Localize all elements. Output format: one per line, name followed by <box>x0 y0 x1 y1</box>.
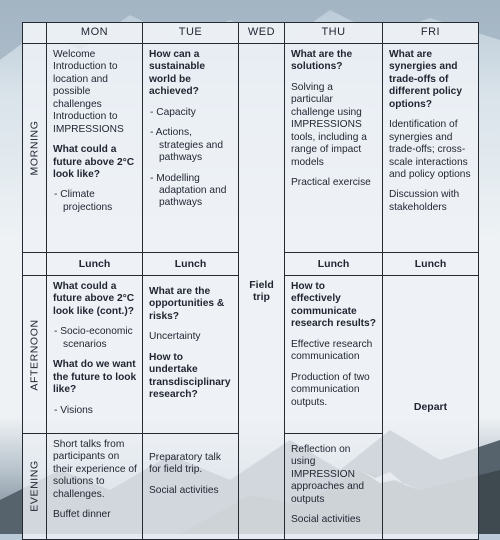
session-label-morning: MORNING <box>23 44 47 253</box>
header-corner <box>23 23 47 44</box>
wed-field-trip-cell <box>239 44 285 540</box>
mon-lunch: Lunch <box>47 253 143 276</box>
lunch-side-blank <box>23 253 47 276</box>
session-label-evening: EVENING <box>23 434 47 540</box>
thu-morning-text: Practical exercise <box>291 176 371 188</box>
day-header-tue: TUE <box>143 23 239 44</box>
mon-afternoon-question: What do we want the future to look like? <box>53 359 137 396</box>
thu-morning-question: What are the solutions? <box>291 49 353 73</box>
mon-afternoon-question: What could a future above 2°C look like (cont.)? <box>53 281 135 317</box>
tue-morning-cell <box>143 44 239 253</box>
thu-afternoon-text: Production of two communication outputs. <box>291 371 370 408</box>
tue-afternoon-question: What are the opportunities & risks? <box>149 286 225 322</box>
day-header-thu: THU <box>285 23 383 44</box>
thu-evening-cell <box>285 434 383 540</box>
thu-evening-text: Reflection on using IMPRESSION approaches and outputs <box>291 444 365 505</box>
mon-morning-question: What could a future above 2°C look like? <box>53 144 135 180</box>
tue-morning-item: - Capacity <box>150 106 196 118</box>
schedule-table <box>22 22 479 540</box>
thu-morning-text: Solving a particular challenge using IMPRESSIONS tools, including a range of impact models <box>291 81 367 168</box>
tue-afternoon-question: How to undertake transdisciplinary research? <box>149 351 231 401</box>
fri-morning-text: Discussion with stakeholders <box>389 189 460 213</box>
field-trip-label: Field trip <box>249 278 274 304</box>
mon-afternoon-cell <box>47 276 143 434</box>
fri-morning-text: Identification of synergies and trade-offs; cross-scale interactions and policy options <box>389 119 471 180</box>
day-header-fri: FRI <box>383 23 479 44</box>
day-header-wed: WED <box>239 23 285 44</box>
depart-label: Depart <box>413 400 448 413</box>
tue-afternoon-text: Uncertainty <box>149 331 201 343</box>
mon-evening-text: Short talks from participants on their experience of solutions to challenges. <box>53 439 137 500</box>
thu-afternoon-question: How to effectively communicate research results? <box>291 281 376 330</box>
mon-evening-cell <box>47 434 143 540</box>
header-row <box>23 23 479 44</box>
tue-evening-text: Preparatory talk for field trip. <box>149 452 221 476</box>
mon-morning-item: - Climate projections <box>54 189 113 213</box>
mon-afternoon-item: - Visions <box>54 404 93 416</box>
thu-afternoon-cell <box>285 276 383 434</box>
mon-morning-intro: Welcome Introduction to location and possible challenges Introduction to IMPRESSIONS <box>53 49 124 135</box>
thu-afternoon-text: Effective research communication <box>291 338 373 363</box>
tue-lunch: Lunch <box>143 253 239 276</box>
tue-afternoon-cell <box>143 276 239 434</box>
tue-morning-item: - Modelling adaptation and pathways <box>150 172 227 209</box>
fri-morning-question: What are synergies and trade-offs of different policy options? <box>389 49 463 110</box>
fri-morning-cell <box>383 44 479 253</box>
fri-depart-cell <box>383 276 479 540</box>
morning-row <box>23 44 479 253</box>
tue-evening-cell <box>143 434 239 540</box>
day-header-mon: MON <box>47 23 143 44</box>
thu-evening-text: Social activities <box>291 514 361 526</box>
thu-lunch: Lunch <box>285 253 383 276</box>
mon-morning-cell <box>47 44 143 253</box>
mon-evening-text: Buffet dinner <box>53 509 111 521</box>
tue-morning-item: - Actions, strategies and pathways <box>150 127 223 164</box>
tue-morning-question: How can a sustainable world be achieved? <box>149 49 206 98</box>
mon-afternoon-item: - Socio-economic scenarios <box>54 326 133 350</box>
fri-lunch: Lunch <box>383 253 479 276</box>
tue-evening-text: Social activities <box>149 484 219 496</box>
session-label-afternoon: AFTERNOON <box>23 276 47 434</box>
thu-morning-cell <box>285 44 383 253</box>
